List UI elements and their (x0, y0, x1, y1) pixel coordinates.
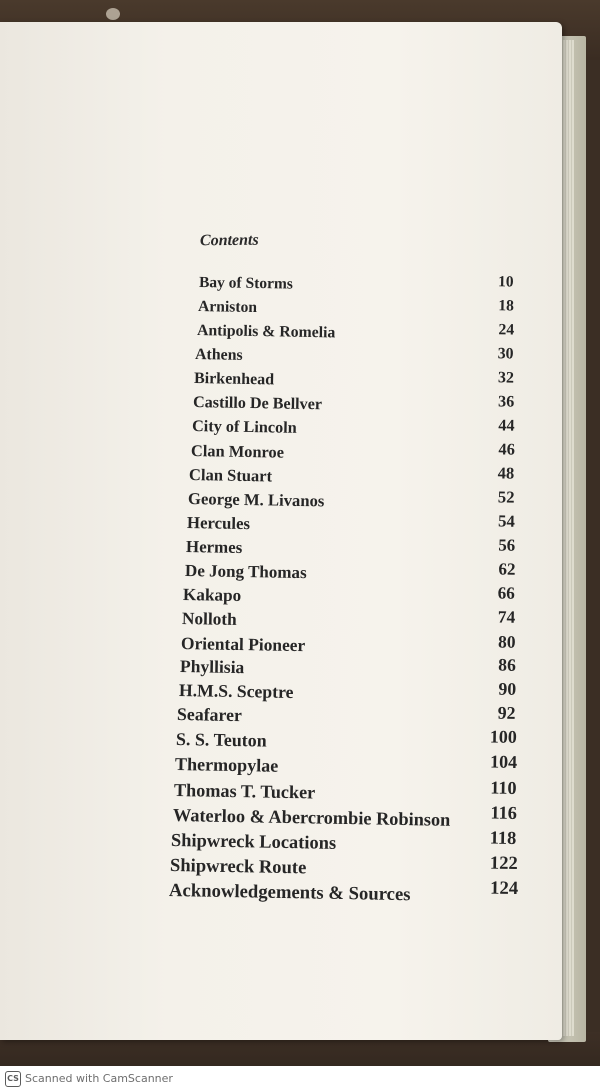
toc-entry (186, 537, 526, 565)
toc-entry-title: Seafarer (177, 704, 243, 726)
toc-entry-title: S. S. Teuton (176, 729, 268, 751)
toc-entry-page-number: 90 (497, 678, 516, 699)
toc-entry-page-number: 48 (497, 463, 515, 484)
toc-entry-page-number: 44 (497, 416, 515, 435)
toc-entry-title: Clan Stuart (189, 465, 273, 486)
toc-entry-page-number: 62 (497, 559, 516, 579)
toc-entry-title: Thomas T. Tucker (173, 779, 316, 802)
toc-entry (187, 513, 525, 541)
toc-entry-title: Thermopylae (174, 754, 279, 777)
toc-entry (171, 827, 525, 858)
toc-entry (199, 274, 525, 302)
toc-entry-page-number: 100 (489, 727, 518, 748)
toc-entry (168, 877, 525, 908)
toc-entry (175, 754, 525, 782)
toc-entry-title: Oriental Pioneer (180, 632, 306, 655)
toc-entry (184, 561, 525, 589)
toc-entry-title: Hercules (186, 513, 251, 534)
toc-entry-title: George M. Livanos (188, 489, 325, 511)
toc-entry-title: Antipolis & Romelia (196, 321, 336, 342)
toc-entry-page-number: 54 (497, 511, 516, 531)
toc-entry (188, 489, 525, 517)
toc-entry (196, 322, 525, 350)
toc-entry-title: H.M.S. Sceptre (178, 680, 294, 703)
toc-entry-title: Birkenhead (194, 369, 275, 388)
toc-entry-title: Nolloth (182, 608, 238, 629)
toc-entry-page-number: 116 (489, 802, 517, 823)
toc-entry (194, 370, 525, 398)
toc-entry-title: Hermes (185, 536, 243, 557)
scanner-footer (0, 1066, 600, 1092)
toc-entry-page-number: 46 (497, 440, 515, 460)
toc-entry (173, 777, 526, 808)
toc-entry-title: Shipwreck Route (170, 854, 307, 879)
toc-entry-page-number: 118 (489, 827, 517, 848)
toc-entry-title: Castillo De Bellver (192, 393, 323, 413)
toc-entry-title: Acknowledgements & Sources (168, 879, 411, 906)
toc-entry (176, 729, 525, 757)
toc-entry-page-number: 122 (489, 852, 519, 874)
toc-entry-page-number: 86 (497, 654, 516, 675)
toc-entry-title: Waterloo & Abercrombie Robinson (172, 804, 451, 830)
toc-entry-page-number: 74 (497, 606, 516, 627)
toc-entry-title: Bay of Storms (198, 274, 294, 293)
toc-entry-page-number: 52 (497, 487, 515, 508)
toc-entry (170, 852, 525, 883)
scanner-watermark-text: Scanned with CamScanner (25, 1072, 173, 1085)
toc-entry (183, 585, 525, 613)
toc-entry-title: De Jong Thomas (184, 560, 307, 582)
toc-entry-title: Shipwreck Locations (171, 829, 337, 853)
toc-entry-page-number: 24 (497, 320, 514, 339)
camscanner-logo-icon: CS (5, 1071, 21, 1087)
toc-entry-page-number: 56 (497, 535, 516, 555)
toc-entry-title: Phyllisia (179, 656, 245, 678)
toc-entry-page-number: 92 (497, 702, 517, 723)
toc-entry-page-number: 80 (497, 630, 516, 652)
toc-entry (189, 465, 525, 493)
toc-entry (195, 346, 525, 374)
toc-entry-title: Arniston (197, 297, 257, 316)
toc-entry-page-number: 30 (497, 344, 515, 363)
toc-entry (172, 802, 525, 833)
toc-entry (182, 606, 525, 637)
toc-entry-title: Kakapo (183, 584, 242, 605)
toc-entry-page-number: 66 (497, 583, 516, 603)
toc-entry-page-number: 32 (497, 368, 515, 386)
toc-entry-title: City of Lincoln (191, 417, 297, 438)
toc-entry-page-number: 10 (497, 273, 514, 291)
toc-entry-title: Clan Monroe (190, 441, 284, 462)
toc-entry-page-number: 18 (497, 297, 514, 315)
toc-entry (177, 704, 525, 732)
toc-entry-page-number: 104 (489, 752, 518, 773)
toc-entry-page-number: 110 (489, 777, 517, 798)
toc-entry-title: Athens (195, 345, 244, 364)
toc-entry (198, 298, 526, 326)
toc-entry-page-number: 124 (489, 877, 519, 899)
toc-entry-page-number: 36 (497, 392, 515, 410)
contents-heading: Contents (199, 231, 259, 250)
